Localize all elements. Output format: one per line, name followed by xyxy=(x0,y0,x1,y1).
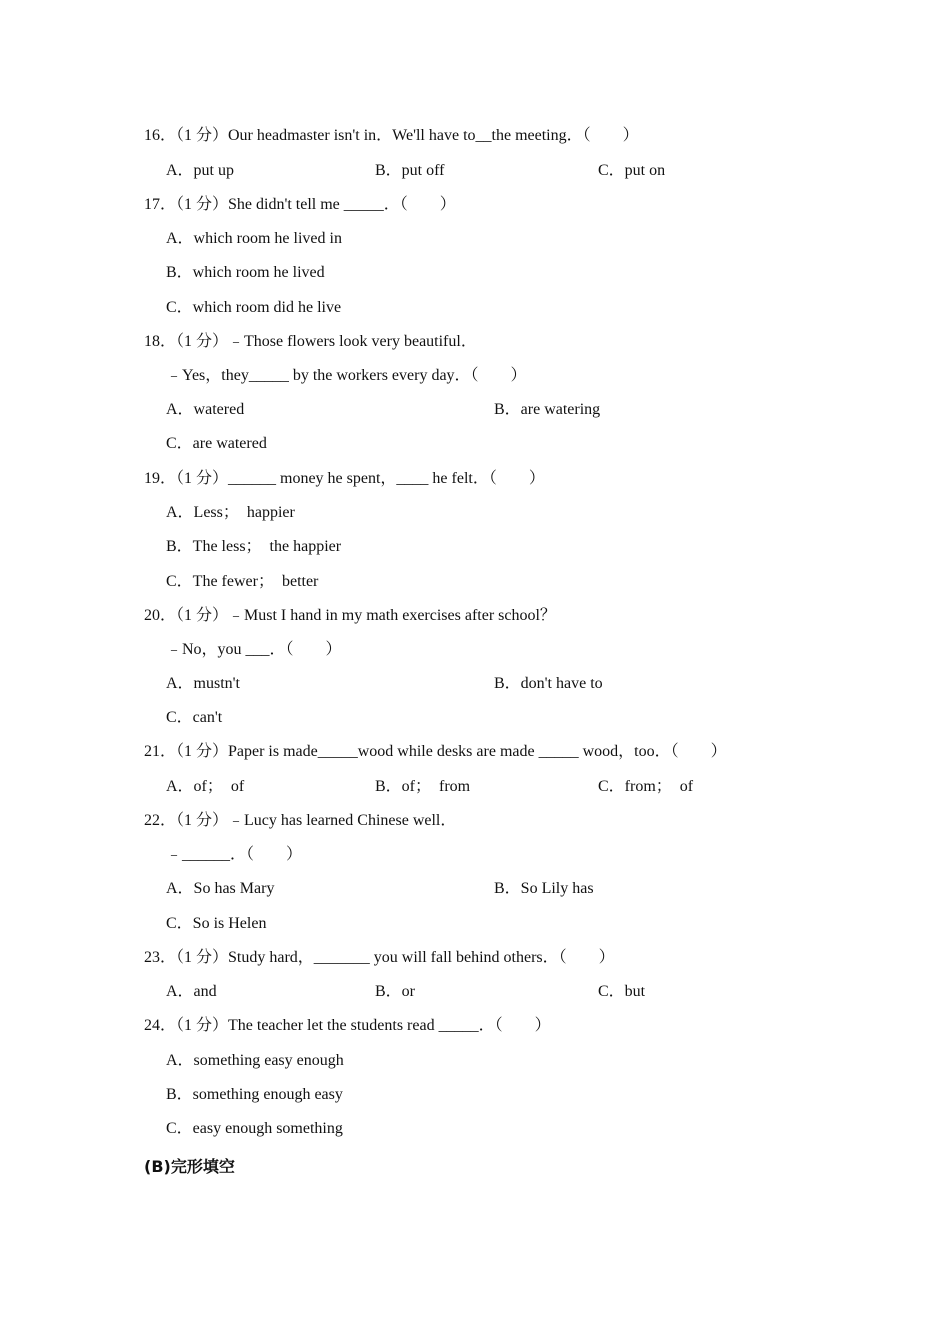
question-16-option-c: C．put on xyxy=(598,162,666,179)
question-18-stem: 18．（1 分）﹣Those flowers look very beautiful． xyxy=(144,333,477,350)
question-18-option-c: C．are watered xyxy=(166,435,267,452)
question-16-stem: 16．（1 分）Our headmaster isn't in．We'll have to__the meeting．（ ） xyxy=(144,127,639,144)
question-20-stem-reply: ﹣No，you ___．（ ） xyxy=(166,641,342,658)
question-17-option-a: A．which room he lived in xyxy=(166,230,342,247)
question-20-option-a: A．mustn't xyxy=(166,675,241,692)
question-24-option-b: B．something enough easy xyxy=(166,1086,343,1103)
question-24-option-c: C．easy enough something xyxy=(166,1120,343,1137)
question-17-option-b: B．which room he lived xyxy=(166,264,325,281)
question-16-option-a: A．put up xyxy=(166,162,235,179)
question-19-stem: 19．（1 分）______ money he spent，____ he felt．（ ） xyxy=(144,470,545,487)
section-heading: (B)完形填空 xyxy=(144,1157,235,1176)
question-23-option-c: C．but xyxy=(598,983,646,1000)
question-23-option-b: B．or xyxy=(375,983,416,1000)
question-22-option-a: A．So has Mary xyxy=(166,880,275,897)
question-20-stem: 20．（1 分）﹣Must I hand in my math exercises after school？ xyxy=(144,607,556,624)
question-21-stem: 21．（1 分）Paper is made_____wood while desks are made _____ wood，too．（ ） xyxy=(144,743,727,760)
question-16-option-b: B．put off xyxy=(375,162,445,179)
question-19-option-c: C．The fewer； better xyxy=(166,573,319,590)
question-18-option-b: B．are watering xyxy=(494,401,601,418)
question-22-option-b: B．So Lily has xyxy=(494,880,594,897)
question-17-stem: 17．（1 分）She didn't tell me _____．（ ） xyxy=(144,196,456,213)
question-21-option-a: A．of； of xyxy=(166,778,245,795)
question-21-option-c: C．from； of xyxy=(598,778,694,795)
question-20-option-b: B．don't have to xyxy=(494,675,603,692)
question-18-option-a: A．watered xyxy=(166,401,245,418)
question-19-option-a: A．Less； happier xyxy=(166,504,295,521)
question-24-option-a: A．something easy enough xyxy=(166,1052,344,1069)
question-22-stem: 22．（1 分）﹣Lucy has learned Chinese well． xyxy=(144,812,457,829)
question-18-stem-reply: ﹣Yes，they_____ by the workers every day．（ ） xyxy=(166,367,527,384)
question-24-stem: 24．（1 分）The teacher let the students read _____．（ ） xyxy=(144,1017,551,1034)
question-22-stem-reply: ﹣______．（ ） xyxy=(166,846,303,863)
question-22-option-c: C．So is Helen xyxy=(166,915,267,932)
question-20-option-c: C．can't xyxy=(166,709,223,726)
question-19-option-b: B．The less； the happier xyxy=(166,538,342,555)
question-23-option-a: A．and xyxy=(166,983,217,1000)
question-17-option-c: C．which room did he live xyxy=(166,299,342,316)
question-21-option-b: B．of； from xyxy=(375,778,471,795)
question-23-stem: 23．（1 分）Study hard，_______ you will fall behind others．（ ） xyxy=(144,949,615,966)
